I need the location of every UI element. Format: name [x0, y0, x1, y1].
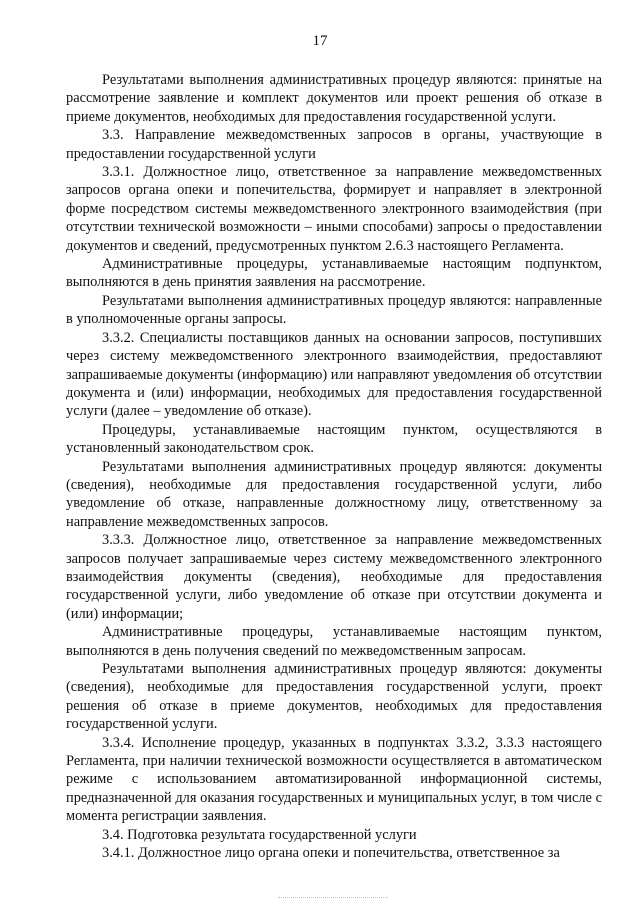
paragraph-results-documents-received: Результатами выполнения административных процедур являются: документы (сведения), необходимые для предоставления государственной услуги, либо уведомление об отказе, направленные должностному лицу, ответственному за направление межведомственных запросов. [66, 458, 602, 530]
paragraph-3-3-3: 3.3.3. Должностное лицо, ответственное за направление межведомственных запросов получает запрашиваемые через систему межведомственного электронного взаимодействия документы (сведения), необходимые для предоставления государственной услуги, либо уведомление об отказе при отсутствии документа и (или) информации; [66, 532, 602, 622]
paragraph-results-intake: Результатами выполнения административных процедур являются: принятые на рассмотрение заявление и комплект документов или проект решения об отказе в приеме документов, необходимых для предоставления государственной услуги. [66, 72, 602, 125]
heading-3-4-result-preparation: 3.4. Подготовка результата государственной услуги [102, 826, 417, 843]
paragraph-3-3-1: 3.3.1. Должностное лицо, ответственное за направление межведомственных запросов органа опеки и попечительства, формирует и направляет в электронной форме посредством системы межведомственного электронного взаимодействия (при отсутствии технической возможности – иными способами) запросы о предоставлении документов и сведений, предусмотренных пунктом 2.6.3 настоящего Регламента. [66, 164, 602, 254]
footer-scan-line [278, 897, 388, 898]
paragraph-3-4-1: 3.4.1. Должностное лицо органа опеки и попечительства, ответственное за [102, 845, 560, 862]
paragraph-procedures-timing-1: Административные процедуры, устанавливаемые настоящим подпунктом, выполняются в день принятия заявления на рассмотрение. [66, 256, 602, 291]
heading-3-3-interagency-requests: 3.3. Направление межведомственных запросов в органы, участвующие в предоставлении государственной услуги [66, 127, 602, 162]
paragraph-3-3-2: 3.3.2. Специалисты поставщиков данных на основании запросов, поступивших через систему межведомственного электронного взаимодействия, предоставляют запрашиваемые документы (информацию) или направляют уведомления об отсутствии документа и (или) информации, необходимых для предоставления государственной услуги (далее – уведомление об отказе). [66, 329, 602, 420]
page-number: 17 [312, 33, 328, 49]
paragraph-results-draft-decision: Результатами выполнения административных процедур являются: документы (сведения), необходимые для предоставления государственной услуги, проект решения об отказе в приеме документов, необходимых для предоставления государственной услуги. [66, 661, 602, 733]
paragraph-procedures-timing-3: Административные процедуры, устанавливаемые настоящим пунктом, выполняются в день получения сведений по межведомственным запросам. [66, 624, 602, 659]
paragraph-results-requests-sent: Результатами выполнения административных процедур являются: направленные в уполномоченные органы запросы. [66, 292, 602, 328]
paragraph-procedures-timing-2: Процедуры, устанавливаемые настоящим пунктом, осуществляются в установленный законодательством срок. [66, 421, 602, 457]
paragraph-3-3-4: 3.3.4. Исполнение процедур, указанных в подпунктах 3.3.2, 3.3.3 настоящего Регламента, при наличии технической возможности осуществляется в автоматическом режиме с использованием автоматизированной информационной системы, предназначенной для оказания государственных и муниципальных услуг, в том числе с момента регистрации заявления. [66, 734, 602, 825]
document-body [66, 71, 602, 862]
